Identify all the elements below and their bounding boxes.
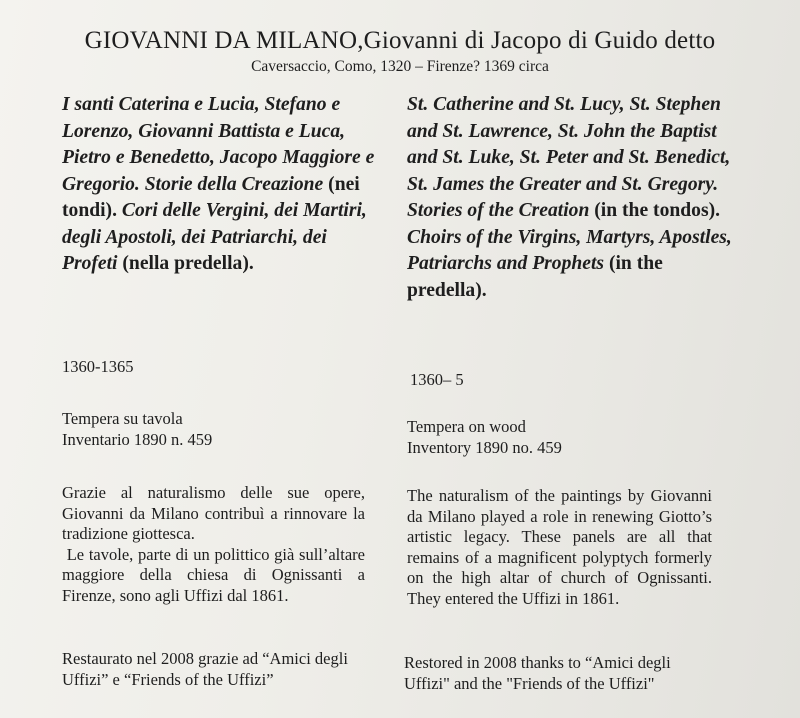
italian-title-choirs: Cori delle Vergini, dei Martiri, degli Apostoli, dei Patriarchi, dei Profeti — [62, 200, 367, 274]
english-title-saints: St. Catherine and St. Lucy, St. Stephen and St. Lawrence, St. John the Baptist and St. Luke, St. Peter and St. Benedict, St. James the Greater and St. Gregory. Stories of the Creation — [407, 94, 731, 221]
english-technique-block — [407, 416, 727, 458]
english-title-choirs: Choirs of the Virgins, Martyrs, Apostles, Patriarchs and Prophets — [407, 226, 732, 274]
italian-title-saints: I santi Caterina e Lucia, Stefano e Lorenzo, Giovanni Battista e Luca, Pietro e Benedetto, Jacopo Maggiore e Gregorio. Storie della Creazione — [62, 94, 375, 195]
english-date: 1360– 5 — [410, 370, 464, 389]
artist-full-name: Giovanni di Jacopo di Guido detto — [363, 27, 716, 54]
english-column — [407, 92, 737, 304]
english-title-note-2: (in the predella). — [407, 253, 663, 301]
artist-origin: Caversaccio, Como, 1320 – Firenze? 1369 circa — [251, 58, 549, 75]
italian-description-1: Grazie al naturalismo delle sue opere, Giovanni da Milano contribuì a rinnovare la tradizione giottesca. — [62, 483, 365, 543]
english-artwork-title — [407, 92, 737, 304]
italian-inventory: Inventario 1890 n. 459 — [62, 430, 213, 449]
italian-date: 1360-1365 — [62, 357, 134, 376]
label-header — [0, 26, 800, 76]
italian-description-2: Le tavole, parte di un polittico già sull’altare maggiore della chiesa di Ognissanti a Firenze, sono agli Uffizi dal 1861. — [62, 544, 370, 605]
english-restoration: Restored in 2008 thanks to “Amici degli Uffizi" and the "Friends of the Uffizi" — [404, 653, 671, 693]
artist-name — [0, 26, 800, 56]
english-title-note-1: (in the tondos). — [589, 200, 721, 221]
italian-technique-block — [62, 408, 382, 450]
italian-title-note-2: (nella predella). — [117, 253, 254, 274]
italian-description — [62, 483, 370, 606]
italian-restoration: Restaurato nel 2008 grazie ad “Amici degli Uffizi” e “Friends of the Uffizi” — [62, 649, 348, 689]
italian-artwork-title — [62, 92, 382, 278]
english-inventory: Inventory 1890 no. 459 — [407, 438, 562, 457]
italian-column — [62, 92, 382, 278]
english-description: The naturalism of the paintings by Giovanni da Milano played a role in renewing Giotto’s artistic legacy. These panels are all that remains of a magnificent polyptych formerly on the high altar of church of Ognissanti. They entered the Uffizi in 1861. — [407, 486, 712, 608]
artist-surname: GIOVANNI DA MILANO, — [84, 27, 364, 54]
italian-technique: Tempera su tavola — [62, 409, 183, 428]
english-technique: Tempera on wood — [407, 417, 526, 436]
italian-title-note-1: (nei tondi). — [62, 173, 360, 221]
